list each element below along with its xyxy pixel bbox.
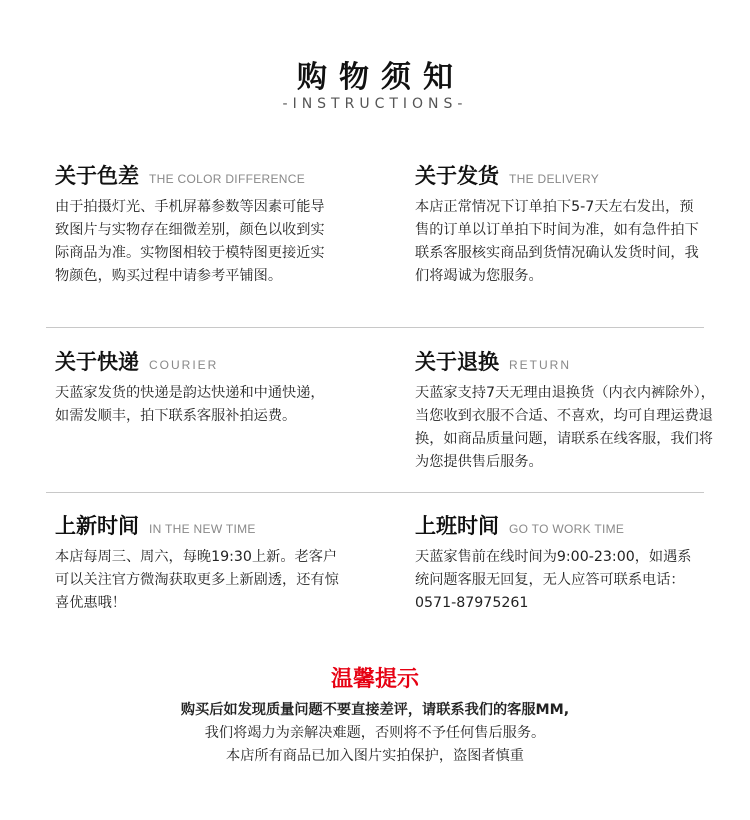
section-title: 关于退换	[415, 350, 499, 374]
section-body: 天蓝家支持7天无理由退换货（内衣内裤除外），当您收到衣服不合适、不喜欢，均可自理运费退换，如商品质量问题，请联系在线客服，我们将为您提供售后服务。	[415, 385, 715, 470]
page-title: 购物须知	[297, 60, 465, 95]
section-courier	[55, 346, 337, 428]
section-title: 上班时间	[415, 514, 499, 538]
section-return	[415, 346, 720, 474]
section-title: 上新时间	[55, 514, 139, 538]
section-body: 本店正常情况下订单拍下5-7天左右发出，预售的订单以订单拍下时间为准，如有急件拍下联系客服核实商品到货情况确认发货时间，我们将竭诚为您服务。	[415, 199, 699, 284]
notice-line-2: 我们将竭力为亲解决难题，否则将不予任何售后服务。	[204, 725, 546, 741]
section-title: 关于色差	[55, 164, 139, 188]
divider	[46, 327, 704, 328]
notice-line-3: 本店所有商品已加入图片实拍保护，盗图者慎重	[226, 748, 524, 764]
section-body: 本店每周三、周六，每晚19:30上新。老客户可以关注官方微淘获取更多上新剧透，还有惊喜优惠哦！	[55, 549, 339, 611]
section-en-title: IN THE NEW TIME	[149, 522, 256, 536]
section-body: 由于拍摄灯光、手机屏幕参数等因素可能导致图片与实物存在细微差别，颜色以收到实际商品为准。实物图相较于模特图更接近实物颜色，购买过程中请参考平铺图。	[55, 199, 325, 284]
section-head	[55, 346, 337, 376]
section-head	[415, 160, 700, 190]
notice-line-1: 购买后如发现质量问题不要直接差评，请联系我们的客服MM,	[180, 702, 570, 718]
section-title: 关于快递	[55, 350, 139, 374]
section-head	[55, 510, 340, 540]
section-en-title: RETURN	[509, 358, 571, 372]
section-en-title: GO TO WORK TIME	[509, 522, 625, 536]
section-color-difference	[55, 160, 337, 288]
section-work-time	[415, 510, 700, 615]
notice-title: 温馨提示	[330, 667, 419, 692]
section-head	[415, 510, 700, 540]
section-delivery	[415, 160, 700, 288]
section-title: 关于发货	[415, 164, 499, 188]
section-body: 天蓝家售前在线时间为9:00-23:00，如遇系统问题客服无回复，无人应答可联系电话：0571-87975261	[415, 549, 692, 611]
section-en-title: THE COLOR DIFFERENCE	[149, 172, 306, 186]
section-en-title: THE DELIVERY	[509, 172, 600, 186]
section-head	[415, 346, 720, 376]
divider	[46, 492, 704, 493]
page-subtitle: -INSTRUCTIONS-	[282, 96, 468, 112]
section-new-arrivals	[55, 510, 340, 615]
section-body: 天蓝家发货的快递是韵达快递和中通快递，如需发顺丰，拍下联系客服补拍运费。	[55, 385, 325, 424]
section-head	[55, 160, 337, 190]
section-en-title: COURIER	[149, 358, 219, 372]
